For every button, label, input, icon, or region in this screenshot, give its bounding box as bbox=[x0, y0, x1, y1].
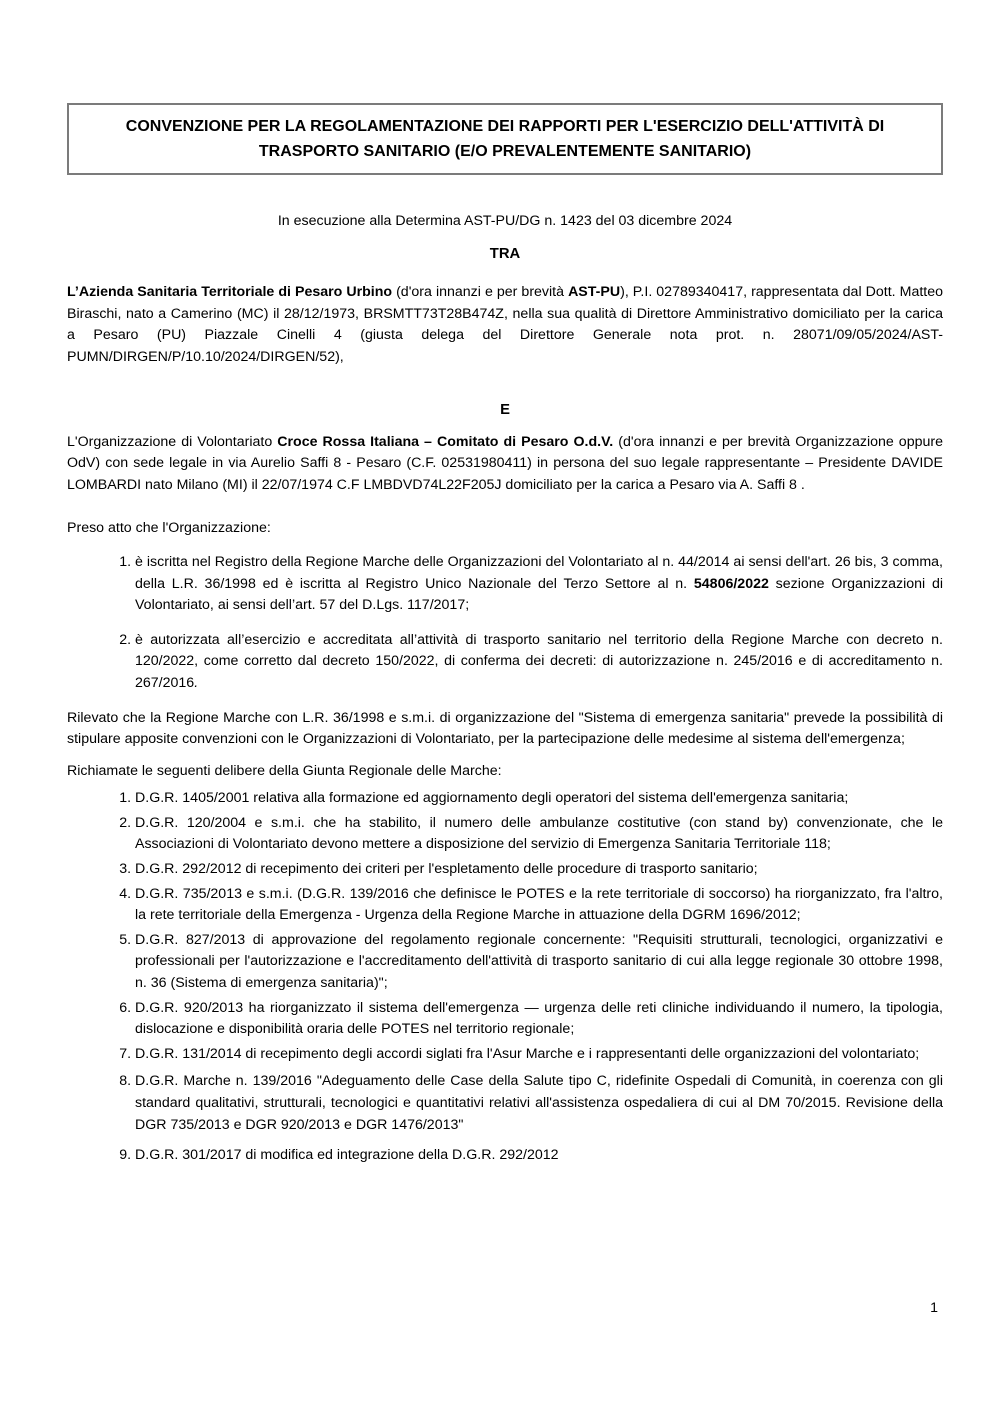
document-title-line-2: TRASPORTO SANITARIO (E/O PREVALENTEMENTE SANITARIO) bbox=[258, 143, 752, 160]
org-fact-pre-text: è autorizzata all’esercizio e accreditata all’attività di trasporto sanitario nel territorio della Regione Marche con decreto n. 120/2022, come corretto dal decreto 150/2022, di conferma dei decreti: di autorizzazione n. 245/2016 e di accreditamento n. 267/2016 bbox=[135, 631, 943, 691]
preso-atto-heading: Preso atto che l'Organizzazione: bbox=[67, 520, 271, 537]
party1-mid-text: (d'ora innanzi e per brevità bbox=[392, 284, 569, 301]
rilevato-paragraph: Rilevato che la Regione Marche con L.R. 36/1998 e s.m.i. di organizzazione del "Sistema di emergenza sanitaria" prevede la possibilità di stipulare apposite convenzioni con le Organizzazioni di Volontariato, per la partecipazione delle medesime al sistema dell'emergenza; bbox=[67, 709, 943, 748]
dgr-list-item: 9. D.G.R. 301/2017 di modifica ed integrazione della D.G.R. 292/2012 bbox=[135, 1145, 943, 1167]
document-title-box bbox=[67, 103, 943, 175]
organization-facts-list bbox=[67, 552, 943, 695]
dgr-list-item: 8. D.G.R. Marche n. 139/2016 "Adeguamento delle Case della Salute tipo C, ridefinite Ospedali di Comunità, in coerenza con gli standard qualitativi, strutturali, tecnologici e quantitativi relativi all'assistenza ospedaliera di cui al DM 70/2015. Revisione della DGR 735/2013 e DGR 920/2013 e DGR 1476/2013" bbox=[135, 1071, 943, 1136]
party1-rest-text: ), P.I. 02789340417, rappresentata dal Dott. Matteo Biraschi, nato a Camerino (MC) il 28/12/1973, BRSMTT73T28B474Z, nella sua qualità di Direttore Amministrativo domiciliato per la carica a Pesaro (PU) Piazzale Cinelli 4 (giusta delega del Direttore Generale nota prot. n. 28071/09/05/2024/AST-PUMN/DIRGEN/P/10.10/2024/DIRGEN/52), bbox=[67, 284, 944, 365]
party1-name: L’Azienda Sanitaria Territoriale di Pesaro Urbino bbox=[67, 284, 393, 301]
dgr-list-item: 7. D.G.R. 131/2014 di recepimento degli accordi siglati fra l'Asur Marche e i rappresentanti delle organizzazioni del volontariato; bbox=[135, 1044, 943, 1066]
org-fact-pre-text: è iscritta nel Registro della Regione Marche delle Organizzazioni del Volontariato al n. 44/2014 ai sensi dell'art. 26 bis, 3 comma, della L.R. 36/1998 ed è iscritta al Registro Unico Nazionale del Terzo Settore al n. bbox=[135, 553, 943, 592]
party1-paragraph bbox=[67, 282, 943, 368]
dgr-list-item: 3. D.G.R. 292/2012 di recepimento dei criteri per l'espletamento delle procedure di trasporto sanitario; bbox=[135, 859, 943, 881]
execution-line: In esecuzione alla Determina AST-PU/DG n. 1423 del 03 dicembre 2024 bbox=[277, 213, 733, 229]
dgr-list-item: 4. D.G.R. 735/2013 e s.m.i. (D.G.R. 139/2016 che definisce le POTES e la rete territoriale di soccorso) ha riorganizzato, fra l'altro, la rete territoriale della Emergenza - Urgenza della Regione Marche in attuazione della DGRM 1696/2012; bbox=[135, 884, 943, 927]
tra-heading: TRA bbox=[489, 245, 521, 262]
document-title-line-1: CONVENZIONE PER LA REGOLAMENTAZIONE DEI RAPPORTI PER L'ESERCIZIO DELL'ATTIVITÀ DI bbox=[125, 118, 885, 135]
dgr-list-item: 5. D.G.R. 827/2013 di approvazione del regolamento regionale concernente: "Requisiti strutturali, tecnologici, organizzativi e professionali per l'autorizzazione e l'accreditamento dell'attività di trasporto sanitario di cui alla legge regionale 30 ottobre 1998, n. 36 (Sistema di emergenza sanitaria)"; bbox=[135, 930, 943, 995]
organization-fact-item bbox=[135, 630, 943, 695]
party2-rest-text: (d'ora innanzi e per brevità Organizzazione oppure OdV) con sede legale in via Aurelio Saffi 8 - Pesaro (C.F. 02531980411) in persona del suo legale rappresentante – Presidente DAVIDE LOMBARDI nato Milano (MI) il 22/07/1974 C.F LMBDVD74L22F205J domiciliato per la carica a Pesaro via A. Saffi 8 . bbox=[67, 433, 943, 493]
party2-name: Croce Rossa Italiana – Comitato di Pesaro O.d.V. bbox=[277, 433, 614, 450]
richiamate-heading: Richiamate le seguenti delibere della Giunta Regionale delle Marche: bbox=[67, 762, 502, 779]
dgr-list-item: 6. D.G.R. 920/2013 ha riorganizzato il sistema dell'emergenza — urgenza delle reti cliniche individuando il numero, la tipologia, dislocazione e disponibilità oraria delle POTES nel territorio regionale; bbox=[135, 998, 943, 1041]
dgr-resolutions-list bbox=[67, 788, 943, 1167]
page-number: 1 bbox=[930, 1300, 938, 1316]
party2-paragraph bbox=[67, 432, 943, 497]
organization-fact-item bbox=[135, 552, 943, 617]
org-fact-italic-text: . bbox=[194, 674, 199, 691]
e-heading: E bbox=[500, 401, 510, 418]
dgr-list-item: 1. D.G.R. 1405/2001 relativa alla formazione ed aggiornamento degli operatori del sistema dell'emergenza sanitaria; bbox=[135, 788, 943, 810]
org-fact-bold-text: 54806/2022 bbox=[693, 575, 769, 592]
dgr-list-item: 2. D.G.R. 120/2004 e s.m.i. che ha stabilito, il numero delle ambulanze costitutive (con stand by) convenzionate, che le Associazioni di Volontariato devono mettere a disposizione del servizio di Emergenza Sanitaria Territoriale 118; bbox=[135, 813, 943, 856]
org-fact-post-text: sezione Organizzazioni di Volontariato, ai sensi dell’art. 57 del D.Lgs. 117/2017; bbox=[135, 575, 944, 614]
party1-abbreviation: AST-PU bbox=[568, 284, 621, 301]
party2-lead-text: L'Organizzazione di Volontariato bbox=[67, 433, 278, 450]
